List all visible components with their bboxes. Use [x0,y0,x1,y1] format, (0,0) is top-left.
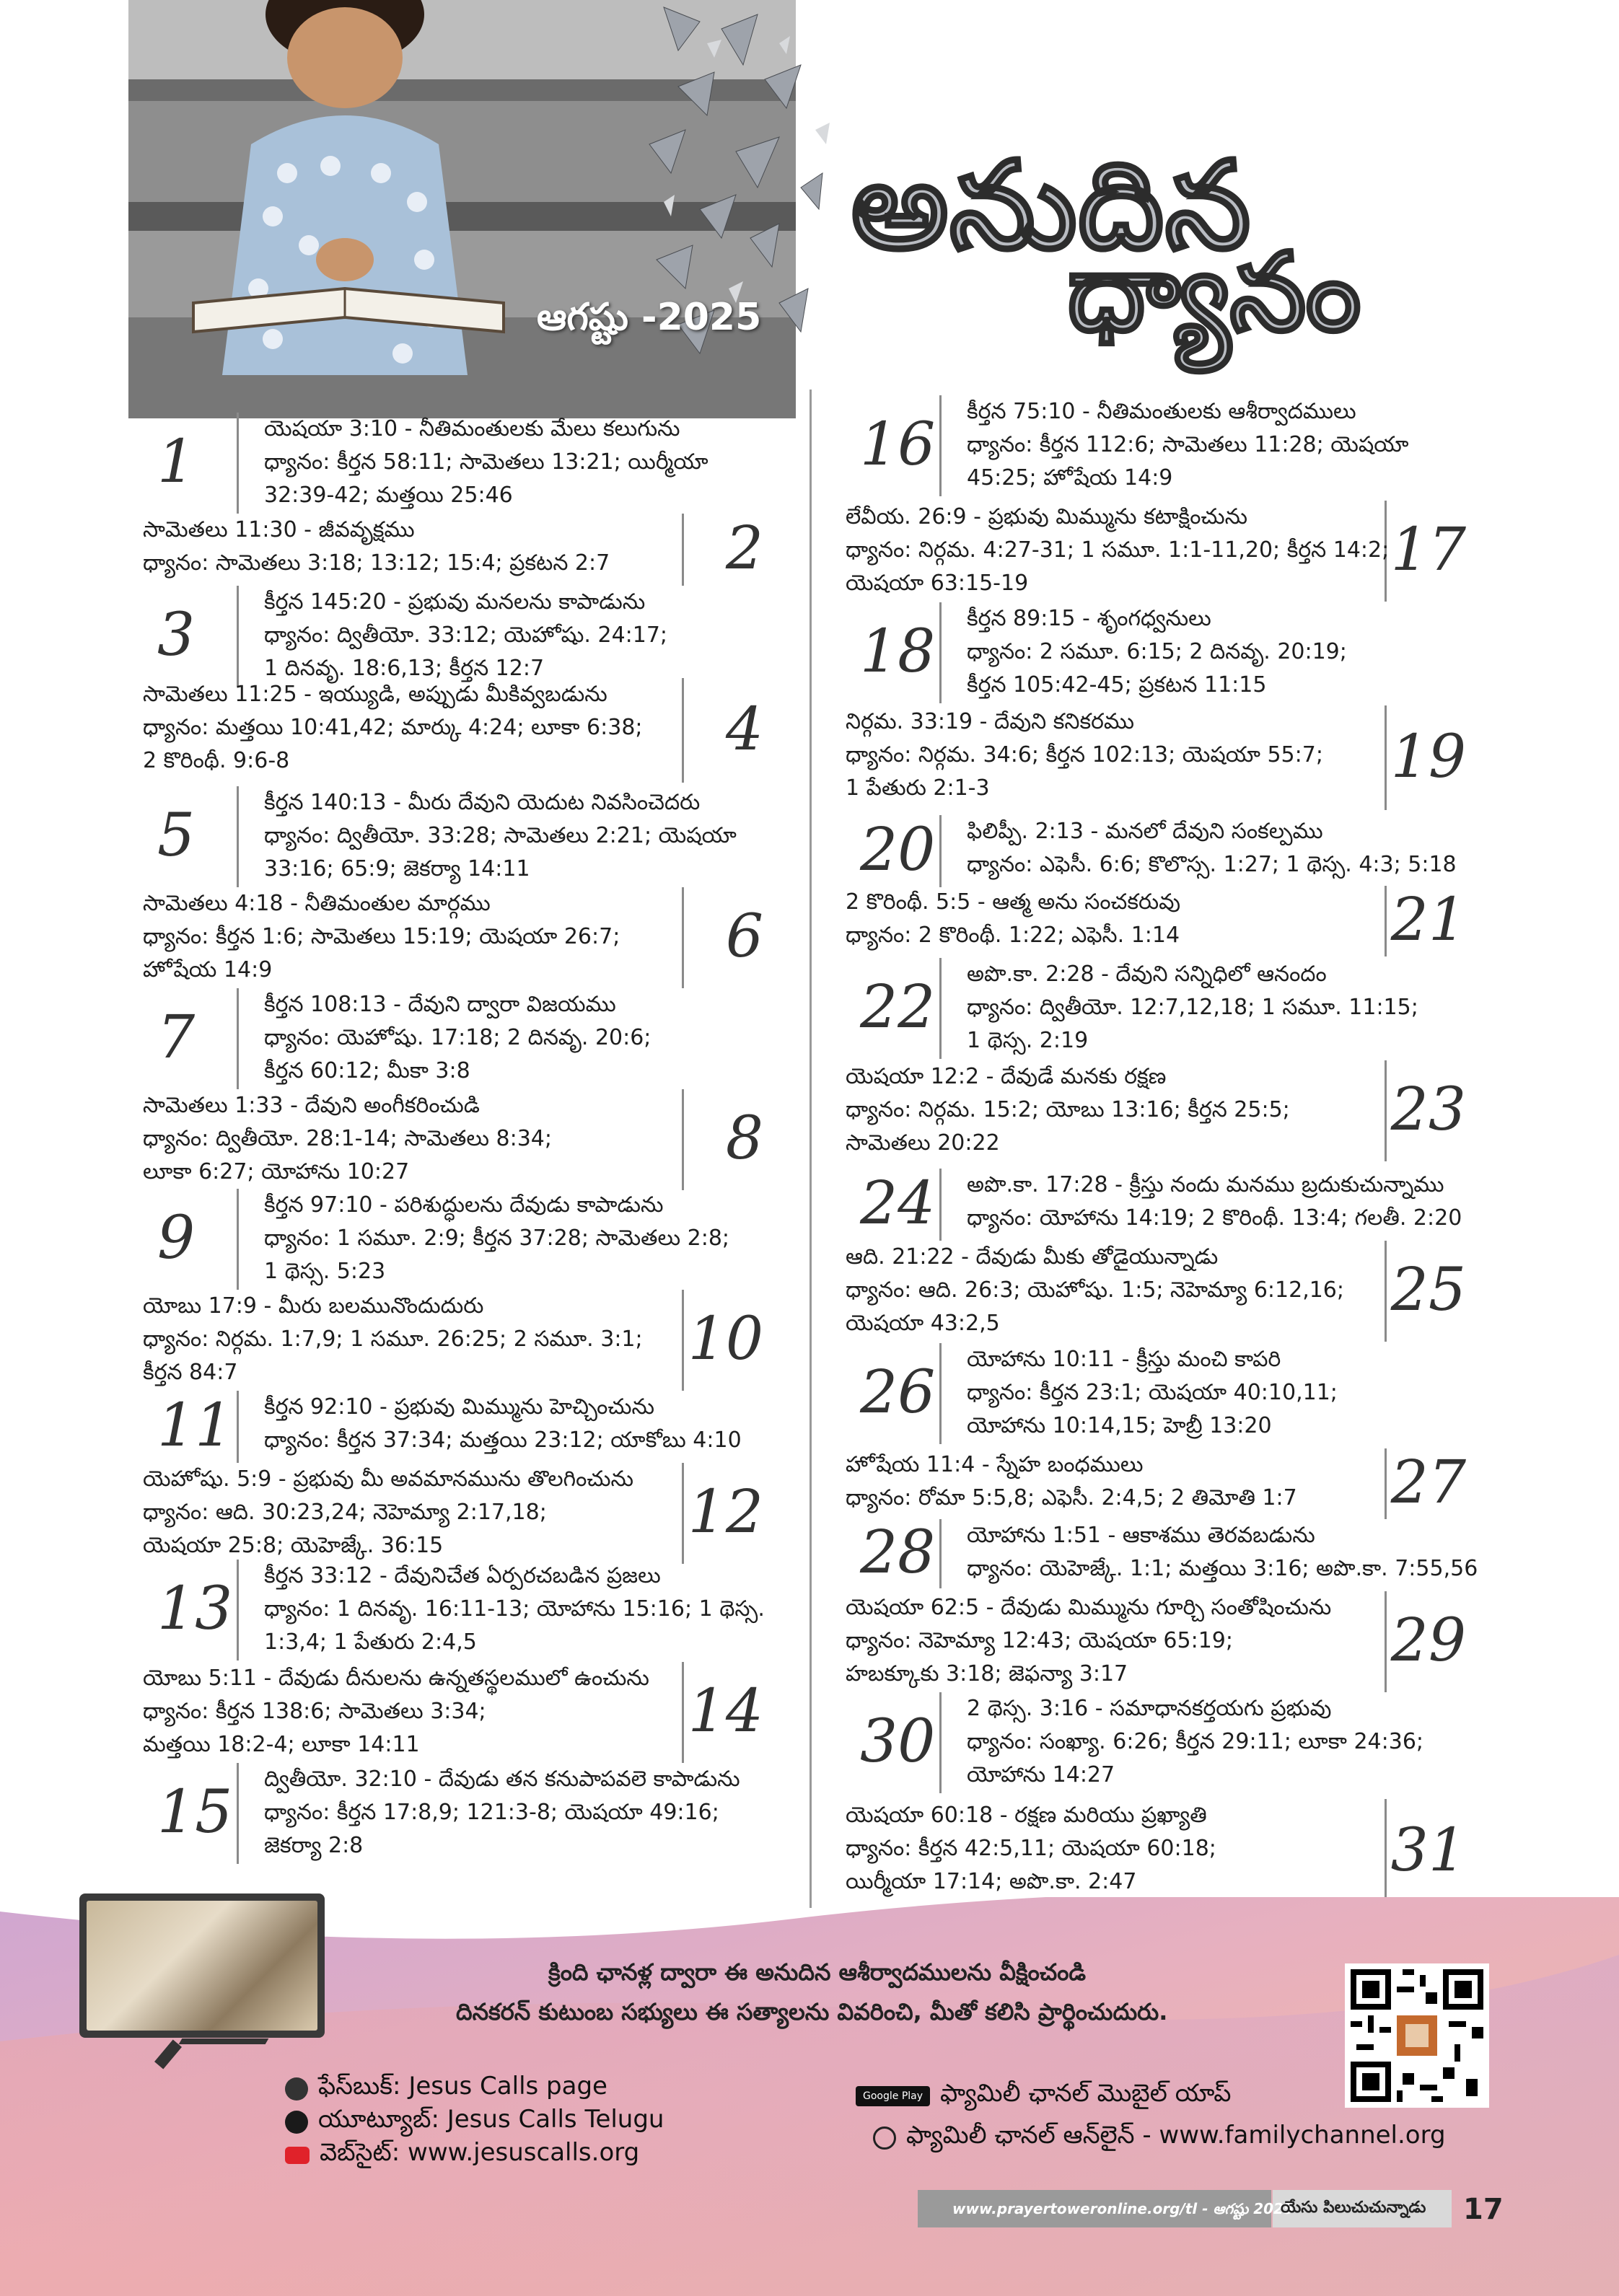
entry-line: యోహాను 14:27 [967,1762,1115,1787]
entry-divider [682,1089,684,1190]
entry-line: అపొ.కా. 2:28 - దేవుని సన్నిధిలో ఆనందం [967,962,1327,987]
day-number: 25 [1390,1256,1466,1324]
day-entry-8 [143,1089,778,1190]
entry-text [967,1692,1423,1792]
social-youtube-row[interactable] [285,2105,664,2139]
entry-line: 1 పేతురు 2:1-3 [846,775,990,801]
entry-divider [682,1290,684,1391]
entry-line: కీర్తన 108:13 - దేవుని ద్వారా విజయము [264,992,616,1017]
entry-line: కీర్తన 33:12 - దేవునిచేత ఏర్పరచబడిన ప్రజలు [264,1563,661,1588]
entry-divider [237,1763,239,1864]
entry-text [846,705,1323,805]
entry-divider [1385,1799,1387,1904]
entry-line: కీర్తన 84:7 [143,1360,238,1385]
entry-line: 2 కొరింథీ. 9:6-8 [143,748,290,773]
entry-line: ద్వితీయో. 32:10 - దేవుడు తన కనుపాపవలె కాపాడును [264,1767,740,1792]
entry-text [846,1060,1290,1160]
day-entry-18 [846,602,1480,703]
entry-line: నిర్గమ. 33:19 - దేవుని కనికరము [846,709,1135,734]
entry-line: ధ్యానం: 1 దినవృ. 16:11-13; యోహాను 15:16; 1 థెస్స. [264,1596,765,1622]
entry-line: యెషయా 43:2,5 [846,1311,1000,1336]
entry-line: ధ్యానం: కీర్తన 112:6; సామెతలు 11:28; యెషయా [967,432,1409,457]
entry-line: 1 దినవృ. 18:6,13; కీర్తన 12:7 [264,656,545,681]
globe-icon [285,2077,308,2101]
entry-text [264,1189,729,1288]
entry-line: ధ్యానం: నిర్గమ. 15:2; యోబు 13:16; కీర్తన 25:5; [846,1097,1290,1122]
entry-text [846,1591,1331,1691]
entry-divider [682,887,684,988]
day-entry-19 [846,705,1480,810]
entry-line: ధ్యానం: కీర్తన 138:6; సామెతలు 3:34; [143,1699,486,1724]
entry-divider [237,1560,239,1661]
entry-line: సామెతలు 1:33 - దేవుని అంగీకరించుడి [143,1093,480,1118]
entry-line: ఫిలిప్పీ. 2:13 - మనలో దేవుని సంకల్పము [967,819,1323,844]
day-number: 24 [860,1169,936,1238]
page-subtitle: ధ్యానం [1068,229,1361,356]
entry-line: ధ్యానం: రోమా 5:5,8; ఎఫెసీ. 2:4,5; 2 తిమోతి 1:7 [846,1485,1297,1510]
app-row[interactable] [856,2079,1231,2114]
entry-text [264,786,737,886]
day-entry-11 [143,1391,778,1463]
entry-line: ధ్యానం: సామెతలు 3:18; 13:12; 15:4; ప్రకటన 2:7 [143,550,610,576]
entry-line: కీర్తన 89:15 - శృంగధ్వనులు [967,606,1211,631]
entry-line: ధ్యానం: కీర్తన 23:1; యెషయా 40:10,11; [967,1380,1338,1405]
entry-line: 33:16; 65:9; జెకర్యా 14:11 [264,856,530,881]
entry-line: కీర్తన 75:10 - నీతిమంతులకు ఆశీర్వాదములు [967,399,1356,424]
day-entry-1 [143,413,778,514]
day-entry-2 [143,514,778,586]
facebook-icon [285,2111,308,2134]
day-entry-4 [143,678,778,783]
day-number: 29 [1390,1606,1466,1675]
entry-line: ధ్యానం: 2 కొరింథీ. 1:22; ఎఫెసీ. 1:14 [846,923,1180,948]
entry-divider [939,958,942,1059]
entry-text [846,501,1389,600]
entry-text [264,1560,765,1659]
entry-line: ధ్యానం: కీర్తన 37:34; మత్తయి 23:12; యాకోబు 4:10 [264,1428,742,1453]
day-number: 14 [688,1677,763,1746]
entry-line: 1 థెస్స. 2:19 [967,1028,1089,1053]
social-facebook-row[interactable] [285,2072,607,2106]
day-number: 15 [157,1778,233,1847]
entry-text [143,1463,633,1562]
entry-divider [939,815,942,887]
entry-text [967,1519,1478,1585]
day-entry-15 [143,1763,778,1864]
promo-line-2: దినకరన్ కుటుంబ సభ్యులు ఈ సత్యాలను వివరించి, మీతో కలిసి ప్రార్థించుదురు. [456,1998,1168,2026]
online-label[interactable]: ఫ్యామిలీ ఛానల్ ఆన్‌లైన్ - www.familychannel.org [906,2121,1446,2150]
entry-divider [1385,705,1387,810]
day-entry-16 [846,395,1480,496]
entry-text [264,413,708,512]
day-number: 9 [157,1204,196,1272]
entry-divider [682,678,684,783]
day-number: 27 [1390,1448,1466,1517]
entry-line: ధ్యానం: కీర్తన 58:11; సామెతలు 13:21; యిర్మీయా [264,449,708,475]
day-number: 8 [725,1104,763,1173]
youtube-icon [285,2147,310,2164]
day-number: 20 [860,816,936,884]
entry-line: 32:39-42; మత్తయి 25:46 [264,483,513,508]
entry-text [264,586,667,685]
entry-text [143,887,620,987]
entry-line: సామెతలు 11:30 - జీవవృక్షము [143,517,415,542]
entry-line: కీర్తన 60:12; మీకా 3:8 [264,1058,470,1083]
entry-divider [1385,1060,1387,1161]
day-number: 19 [1390,723,1466,791]
entry-line: యెషయా 25:8; యెహెజ్కే. 36:15 [143,1533,444,1558]
day-number: 17 [1390,516,1466,584]
entry-text [143,1290,643,1389]
entry-divider [237,1189,239,1290]
day-number: 5 [157,801,196,870]
entry-line: ధ్యానం: ద్వితీయో. 12:7,12,18; 1 సమూ. 11:15; [967,995,1418,1020]
entry-text [967,958,1418,1057]
entry-line: ధ్యానం: కీర్తన 1:6; సామెతలు 15:19; యెషయా 26:7; [143,924,620,949]
entry-line: ధ్యానం: నెహెమ్యా 12:43; యెషయా 65:19; [846,1628,1233,1653]
footer-url[interactable]: www.prayertoweronline.org/tl - ఆగష్టు 2025 [952,2200,1294,2217]
day-entry-9 [143,1189,778,1290]
entry-divider [682,1662,684,1763]
day-number: 21 [1390,886,1466,954]
entry-line: ఆది. 21:22 - దేవుడు మీకు తోడైయున్నాడు [846,1244,1219,1270]
day-entry-21 [846,886,1480,956]
tv-family-image [79,1893,325,2038]
entry-text [264,1391,742,1457]
entry-line: సామెతలు 4:18 - నీతిమంతుల మార్గము [143,891,491,916]
entry-line: ధ్యానం: కీర్తన 17:8,9; 121:3-8; యెషయా 49:16; [264,1800,719,1825]
day-number: 30 [860,1707,936,1776]
entry-line: ధ్యానం: నిర్గమ. 34:6; కీర్తన 102:13; యెషయా 55:7; [846,742,1323,767]
day-entry-5 [143,786,778,887]
entry-text [846,886,1180,952]
day-number: 13 [157,1575,233,1643]
day-number: 2 [725,514,763,583]
entry-line: ధ్యానం: యెహోషు. 17:18; 2 దినవృ. 20:6; [264,1025,651,1050]
day-entry-10 [143,1290,778,1391]
entry-line: యోహాను 10:11 - క్రీస్తు మంచి కాపరి [967,1347,1281,1372]
day-entry-3 [143,586,778,687]
day-number: 12 [688,1478,763,1547]
entry-divider [237,586,239,687]
entry-line: ధ్యానం: మత్తయి 10:41,42; మార్కు 4:24; లూకా 6:38; [143,715,643,740]
entry-line: ధ్యానం: కీర్తన 42:5,11; యెషయా 60:18; [846,1836,1216,1861]
entry-line: ధ్యానం: యెహెజ్కే. 1:1; మత్తయి 3:16; అపొ.కా. 7:55,56 [967,1556,1478,1581]
day-entry-23 [846,1060,1480,1161]
entry-divider [237,1391,239,1463]
entry-text [967,1169,1462,1235]
entry-divider [682,514,684,586]
entry-divider [1385,1591,1387,1692]
entry-line: ధ్యానం: ఆది. 26:3; యెహోషు. 1:5; నెహెమ్యా 6:12,16; [846,1277,1345,1303]
entry-text [264,1763,740,1862]
entry-line: హబక్కూకు 3:18; జెఫన్యా 3:17 [846,1661,1128,1686]
entry-line: యెషయా 63:15-19 [846,571,1029,596]
entry-divider [237,988,239,1089]
day-number: 4 [725,695,763,764]
entry-line: కీర్తన 145:20 - ప్రభువు మనలను కాపాడును [264,589,646,615]
entry-text [143,1089,552,1189]
entry-text [143,514,610,580]
entry-text [967,602,1347,702]
day-number: 31 [1390,1816,1466,1885]
entry-text [143,1662,649,1761]
entry-line: యోబు 5:11 - దేవుడు దీనులను ఉన్నతస్థలములో ఉంచును [143,1666,649,1691]
entry-text [264,988,651,1088]
entry-text [967,395,1408,495]
entry-line: ధ్యానం: 1 సమూ. 2:9; కీర్తన 37:28; సామెతలు 2:8; [264,1226,730,1251]
app-label[interactable]: ఫ్యామిలీ ఛానల్ మొబైల్ యాప్ [940,2079,1232,2108]
globe-icon [873,2126,896,2150]
entry-line: ధ్యానం: 2 సమూ. 6:15; 2 దినవృ. 20:19; [967,639,1347,664]
entry-line: లేవీయ. 26:9 - ప్రభువు మిమ్మును కటాక్షించును [846,504,1248,529]
entry-line: యోబు 17:9 - మీరు బలమునొందుదురు [143,1293,484,1319]
entry-divider [939,1519,942,1588]
entry-divider [939,1692,942,1793]
day-number: 22 [860,973,936,1042]
day-entry-24 [846,1169,1480,1241]
entry-line: యెషయా 12:2 - దేవుడే మనకు రక్షణ [846,1064,1167,1089]
entry-divider [939,602,942,703]
day-entry-7 [143,988,778,1089]
entry-line: మత్తయి 18:2-4; లూకా 14:11 [143,1732,420,1757]
day-entry-20 [846,815,1480,887]
entry-text [846,1241,1344,1340]
entry-line: 45:25; హోషేయ 14:9 [967,465,1173,491]
page-title: అనుదిన [851,133,1252,276]
day-entry-22 [846,958,1480,1059]
entry-line: ధ్యానం: సంఖ్యా. 6:26; కీర్తన 29:11; లూకా 24:36; [967,1729,1424,1754]
google-play-badge[interactable]: Google Play [856,2086,930,2106]
day-entry-13 [143,1560,778,1661]
promo-line-1: క్రింది ఛానళ్ల ద్వారా ఈ అనుదిన ఆశీర్వాదములను వీక్షించండి [548,1958,1087,1986]
day-entry-14 [143,1662,778,1763]
entry-line: కీర్తన 105:42-45; ప్రకటన 11:15 [967,672,1267,698]
entry-divider [939,1169,942,1241]
entry-divider [682,1463,684,1564]
entry-line: 1:3,4; 1 పేతురు 2:4,5 [264,1629,477,1655]
day-number: 18 [860,617,936,686]
entry-line: సామెతలు 20:22 [846,1130,1000,1156]
entry-line: ధ్యానం: ఆది. 30:23,24; నెహెమ్యా 2:17,18; [143,1500,547,1525]
entry-line: ధ్యానం: ద్వితీయో. 33:12; యెహోషు. 24:17; [264,623,668,648]
entry-text [967,815,1457,881]
page-number: 17 [1463,2193,1504,2226]
social-youtube-label[interactable]: యూట్యూబ్: Jesus Calls Telugu [318,2105,664,2134]
day-entry-28 [846,1519,1480,1588]
entry-text [846,1448,1297,1515]
entry-line: ధ్యానం: ద్వితీయో. 33:28; సామెతలు 2:21; యెషయా [264,823,737,848]
qr-code-icon[interactable] [1345,1963,1489,2108]
entry-line: కీర్తన 92:10 - ప్రభువు మిమ్మును హెచ్చించును [264,1394,654,1420]
entry-line: ధ్యానం: నిర్గమ. 1:7,9; 1 సమూ. 26:25; 2 సమూ. 3:1; [143,1327,643,1352]
day-number: 6 [725,902,763,971]
entry-line: కీర్తన 97:10 - పరిశుద్ధులను దేవుడు కాపాడును [264,1192,664,1218]
entry-line: ధ్యానం: నిర్గమ. 4:27-31; 1 సమూ. 1:1-11,20; కీర్తన 14:2; [846,537,1390,563]
day-entry-12 [143,1463,778,1564]
day-entry-30 [846,1692,1480,1793]
entry-line: యెహోషు. 5:9 - ప్రభువు మీ అవమానమును తొలగించును [143,1466,633,1492]
entry-line: యోహాను 1:51 - ఆకాశము తెరవబడును [967,1523,1315,1548]
social-website-label[interactable]: వెబ్‌సైట్: www.jesuscalls.org [320,2138,640,2167]
month-label: ఆగష్టు -2025 [537,296,762,339]
day-entry-17 [846,501,1480,602]
entry-line: యెషయా 62:5 - దేవుడు మిమ్మును గూర్చి సంతోషించును [846,1595,1332,1620]
social-facebook-label[interactable]: ఫేస్‌బుక్: Jesus Calls page [318,2072,607,2101]
day-number: 28 [860,1518,936,1587]
entry-line: 1 థెస్స. 5:23 [264,1259,386,1284]
social-website-row[interactable] [285,2138,639,2173]
entry-line: ధ్యానం: ద్వితీయో. 28:1-14; సామెతలు 8:34; [143,1126,552,1151]
day-entry-31 [846,1799,1480,1904]
entry-line: యిర్మీయా 17:14; అపొ.కా. 2:47 [846,1869,1137,1894]
day-entry-29 [846,1591,1480,1692]
day-number: 26 [860,1358,936,1427]
day-number: 3 [157,601,196,669]
day-entry-27 [846,1448,1480,1519]
entry-line: అపొ.కా. 17:28 - క్రీస్తు నందు మనము బ్రదుకుచున్నాము [967,1172,1444,1197]
day-number: 1 [157,428,196,496]
entry-line: ధ్యానం: యోహాను 14:19; 2 కొరింథీ. 13:4; గలతీ. 2:20 [967,1205,1462,1231]
day-number: 10 [688,1305,763,1373]
day-entry-25 [846,1241,1480,1342]
tv-stand [179,2038,269,2044]
entry-line: లూకా 6:27; యోహాను 10:27 [143,1159,410,1184]
entry-text [143,678,643,778]
day-number: 16 [860,410,936,479]
entry-line: యెషయా 60:18 - రక్షణ మరియు ప్రఖ్యాతి [846,1803,1207,1828]
entry-divider [237,413,239,514]
entry-divider [939,1343,942,1444]
family-photo [87,1901,317,2031]
entry-line: 2 థెస్స. 3:16 - సమాధానకర్తయగు ప్రభువు [967,1696,1332,1721]
entry-divider [1385,1241,1387,1342]
entry-line: యెషయా 3:10 - నీతిమంతులకు మేలు కలుగును [264,416,680,441]
entry-line: యోహాను 10:14,15; హెబ్రీ 13:20 [967,1413,1272,1438]
entry-divider [1385,1448,1387,1519]
day-number: 11 [157,1391,233,1460]
entry-line: హోషేయ 14:9 [143,957,273,982]
magazine-title: యేసు పిలుచుచున్నాడు [1281,2199,1426,2217]
day-entry-6 [143,887,778,988]
entry-divider [939,395,942,496]
day-number: 23 [1390,1076,1466,1144]
entry-line: హోషేయ 11:4 - స్నేహ బంధములు [846,1452,1144,1477]
online-row[interactable] [873,2121,1446,2155]
entry-line: 2 కొరింథీ. 5:5 - ఆత్మ అను సంచకరువు [846,889,1181,915]
entry-line: కీర్తన 140:13 - మీరు దేవుని యెదుట నివసించెదరు [264,790,701,815]
entry-line: ధ్యానం: ఎఫెసీ. 6:6; కొలొస్స. 1:27; 1 థెస్స. 4:3; 5:18 [967,852,1457,877]
day-number: 7 [157,1003,196,1072]
entry-line: జెకర్యా 2:8 [264,1833,364,1858]
entry-text [846,1799,1216,1899]
entry-line: సామెతలు 11:25 - ఇయ్యుడి, అప్పుడు మీకివ్వబడును [143,682,607,707]
column-divider [810,390,812,1908]
entry-divider [237,786,239,887]
day-entry-26 [846,1343,1480,1444]
entry-text [967,1343,1338,1443]
entry-divider [1385,886,1387,956]
